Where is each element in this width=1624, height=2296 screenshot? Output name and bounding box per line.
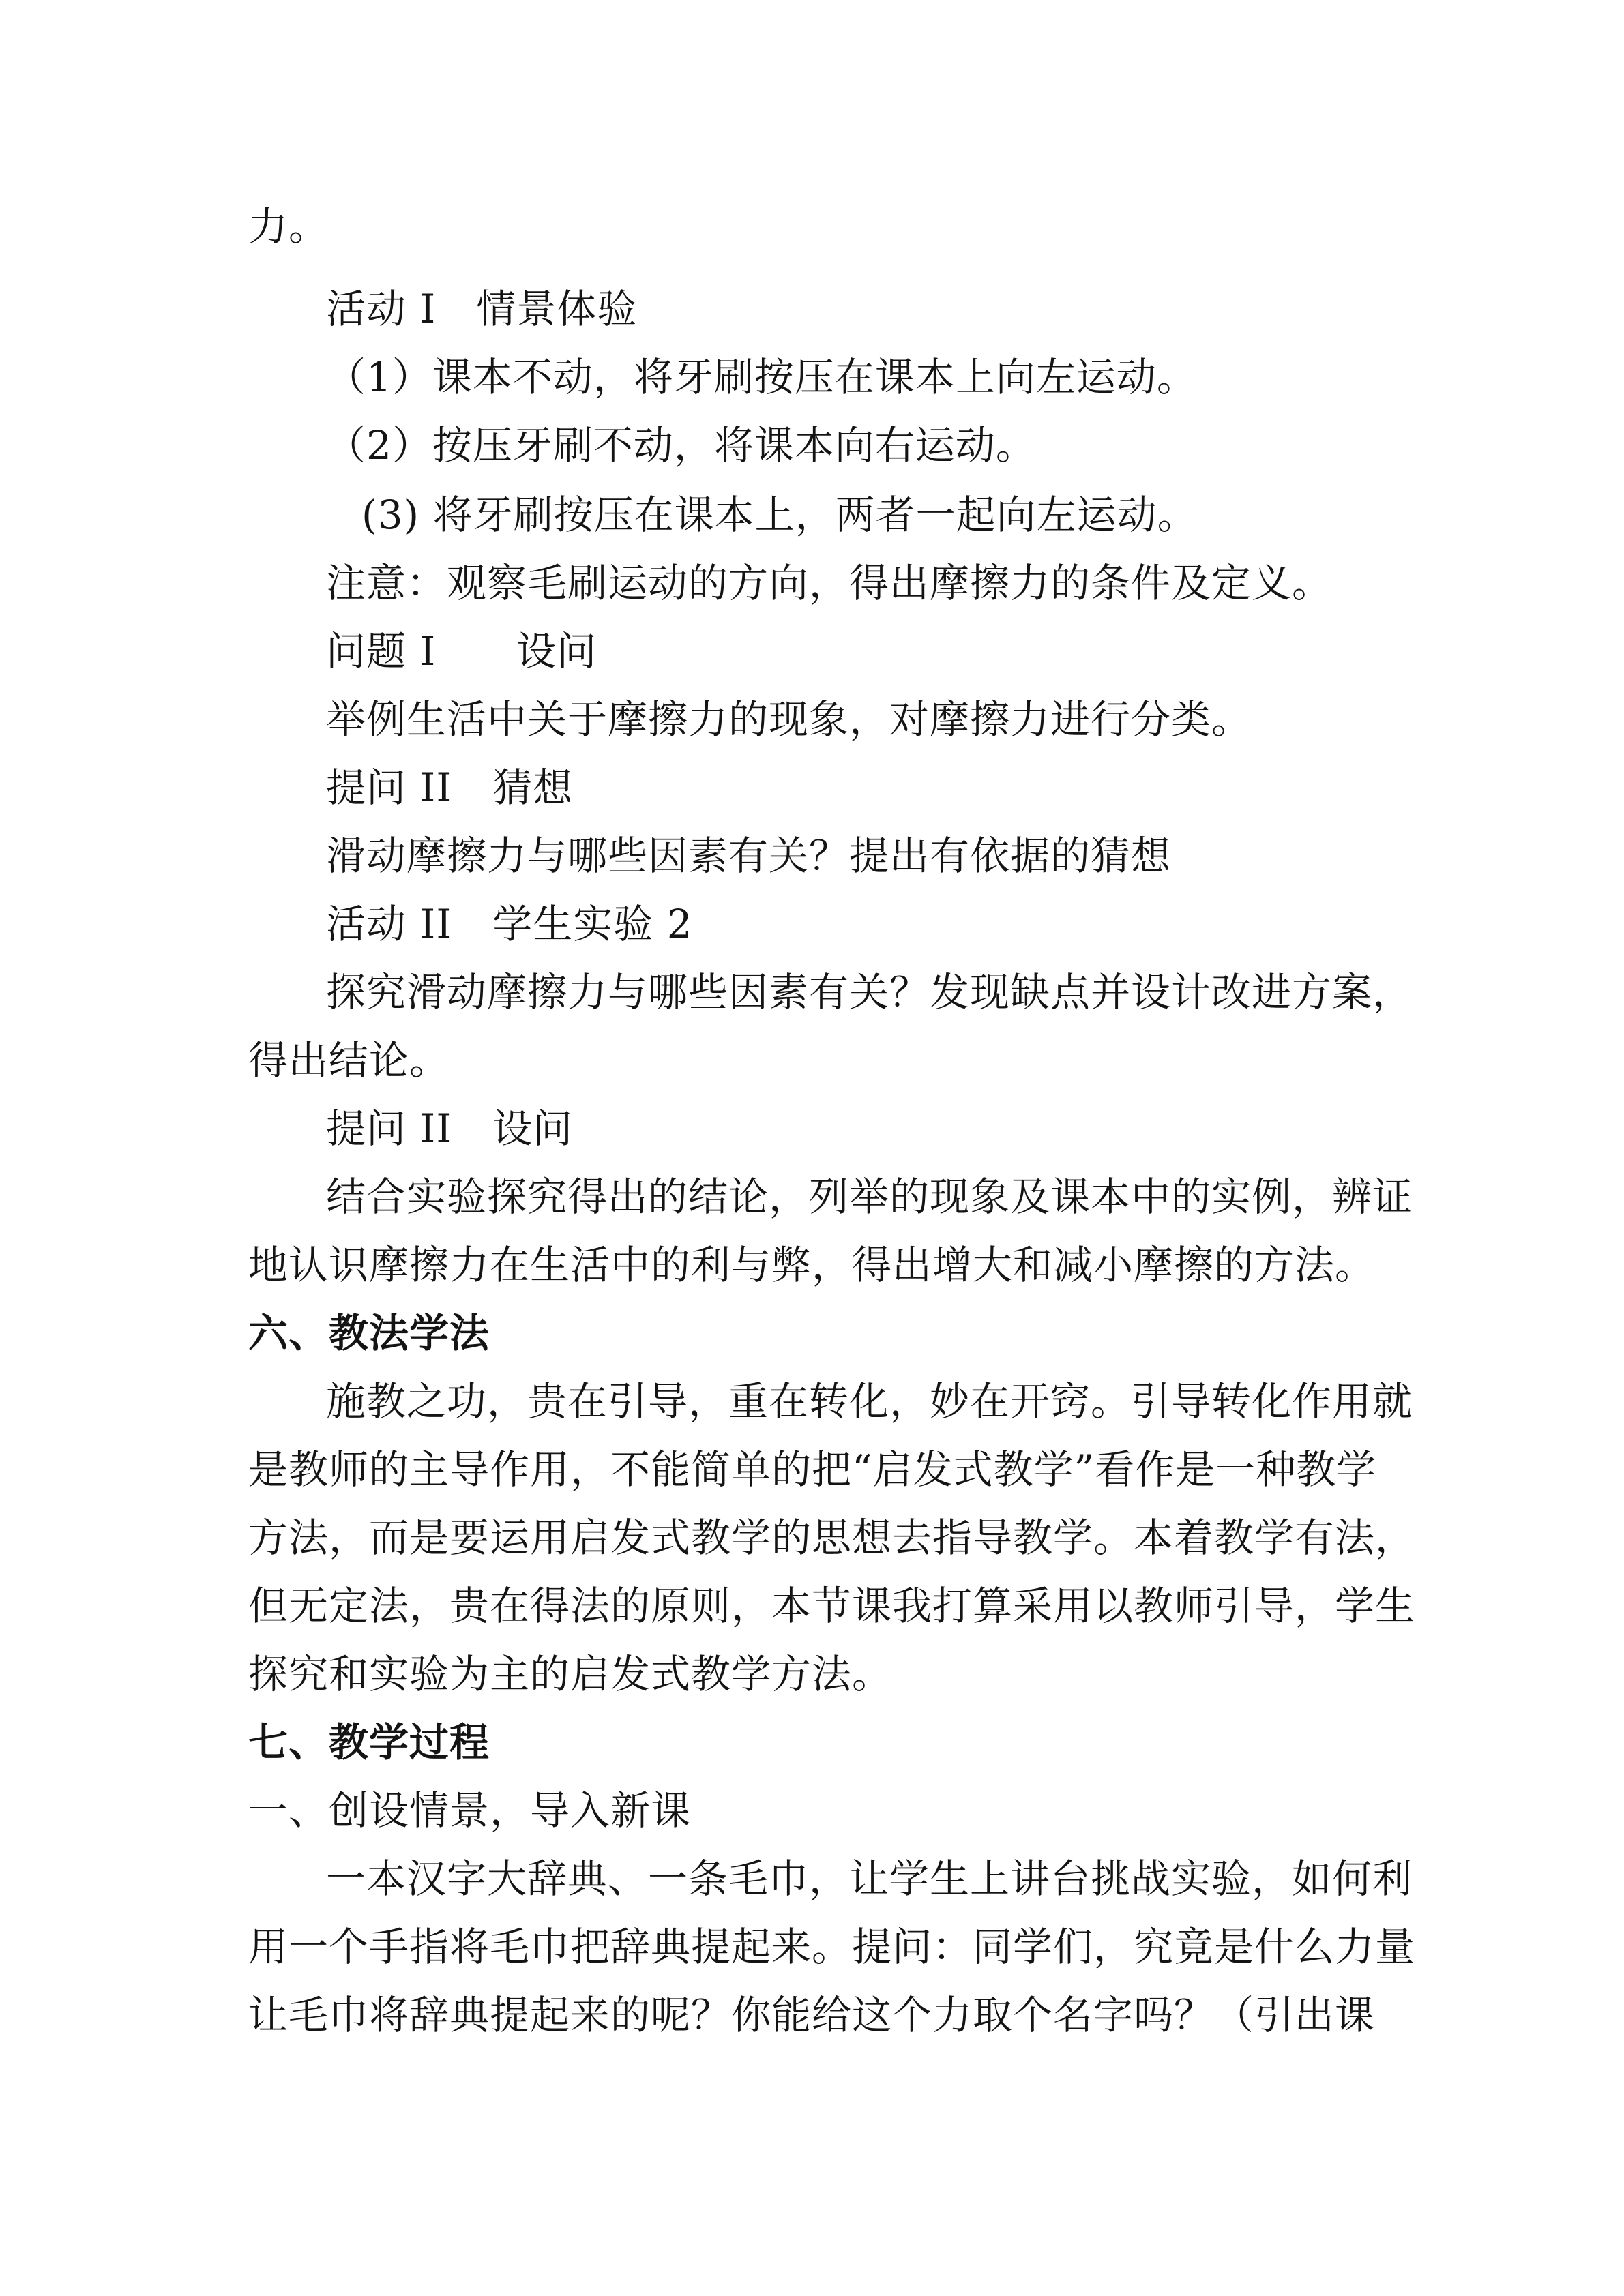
text-line-11: 活动 II 学生实验 2 [326, 901, 693, 947]
text-line-22: 探究和实验为主的启发式教学方法。 [248, 1651, 893, 1697]
text-line-6: 注意：观察毛刷运动的方向，得出摩擦力的条件及定义。 [326, 560, 1333, 606]
text-line-10: 滑动摩擦力与哪些因素有关？提出有依据的猜想 [326, 833, 1172, 879]
text-line-4: （2）按压牙刷不动，将课本向右运动。 [326, 422, 1036, 468]
text-line-19: 是教师的主导作用，不能简单的把“启发式教学”看作是一种教学 [248, 1446, 1377, 1493]
text-line-16: 地认识摩擦力在生活中的利与弊，得出增大和减小摩擦的方法。 [248, 1242, 1376, 1288]
section-heading-7: 七、教学过程 [248, 1719, 490, 1765]
text-line-1: 力。 [248, 203, 329, 250]
text-line-25: 一本汉字大辞典、一条毛巾，让学生上讲台挑战实验，如何利 [326, 1855, 1413, 1902]
text-line-3: （1）课本不动，将牙刷按压在课本上向左运动。 [326, 354, 1197, 400]
text-line-13: 得出结论。 [248, 1037, 450, 1084]
text-line-21: 但无定法，贵在得法的原则，本节课我打算采用以教师引导，学生 [248, 1583, 1416, 1629]
text-line-26: 用一个手指将毛巾把辞典提起来。提问：同学们，究竟是什么力量 [248, 1924, 1416, 1970]
text-line-12: 探究滑动摩擦力与哪些因素有关？发现缺点并设计改进方案， [326, 969, 1413, 1015]
text-line-20: 方法，而是要运用启发式教学的思想去指导教学。本着教学有法， [248, 1515, 1416, 1561]
subsection-heading-1: 一、创设情景，导入新课 [248, 1787, 692, 1834]
text-line-18: 施教之功，贵在引导，重在转化，妙在开窍。引导转化作用就 [326, 1378, 1413, 1425]
text-line-27: 让毛巾将辞典提起来的呢？你能给这个力取个名字吗？（引出课 [248, 1992, 1376, 2038]
text-line-7: 问题 I 设问 [326, 628, 597, 674]
text-line-2: 活动 I 情景体验 [326, 286, 638, 332]
text-line-15: 结合实验探究得出的结论，列举的现象及课本中的实例，辨证 [326, 1174, 1413, 1220]
text-line-5: (3) 将牙刷按压在课本上，两者一起向左运动。 [361, 492, 1198, 538]
text-line-9: 提问 II 猜想 [326, 764, 574, 811]
text-line-8: 举例生活中关于摩擦力的现象，对摩擦力进行分类。 [326, 696, 1252, 743]
section-heading-6: 六、教法学法 [248, 1310, 490, 1356]
text-line-14: 提问 II 设问 [326, 1105, 574, 1152]
